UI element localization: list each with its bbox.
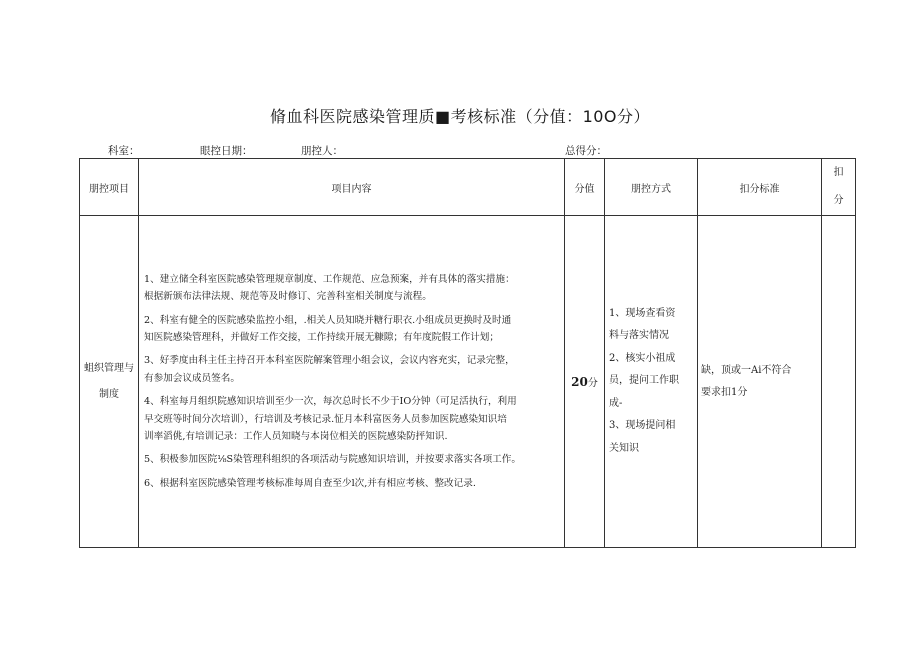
method-line: 3、现场提问相 [609, 420, 676, 432]
method-line: 2、核实小祖成 [609, 352, 676, 364]
method-line: 料与落实情况 [609, 330, 669, 342]
page-title: 脩血科医院感染管理质■考核标准（分值：10O分） [269, 107, 651, 126]
header-deduct: 扣分标准 [698, 159, 822, 216]
header-item: 朋控项目 [80, 159, 139, 216]
method-line: 1、现场查看资 [609, 307, 676, 319]
content-line: 根据新颁布法律法规、规范等及时修订、完善科室相关制度与流程。 [144, 291, 432, 303]
dept-label: 科室： [108, 145, 140, 157]
inspection-date-label: 眼控日期： [200, 145, 253, 157]
content-line: 1、建立储全科室医院感染管理规章制度、工作规范、应急预案，并有具体的落实措施： [144, 273, 515, 285]
header-deducted-line2: 分 [833, 195, 844, 206]
content-line: 早交班等时间分次培训），行培训及考核记录.怔月本科富医务人员参加医院感染知识培 [144, 413, 507, 425]
header-deducted [822, 159, 856, 216]
evaluation-table [79, 158, 856, 548]
table-row [80, 216, 856, 548]
deduct-line: 要求扣1分 [701, 386, 748, 398]
header-method: 朋控方式 [605, 159, 698, 216]
row-method [605, 216, 698, 548]
method-line: 关知识 [609, 442, 639, 454]
content-line: 6、根据科室医院感染管理考核标准每周自查至少l次,并有相应考核、整改记录. [144, 477, 476, 489]
content-line: 3、好季度由科主任主持召开本科室医院解案管理小组会议，会议内容充实，记录完整， [144, 355, 515, 367]
content-line: 5、积极参加医院⅛S染管理科组织的各项活动与院感知识培训，并按要求落实各项工作。 [144, 454, 521, 466]
method-line: 员，提问工作职 [609, 375, 679, 387]
content-line: 知医院感染管理科，并做好工作交接，工作持续开展无糠隙；有年度院假工作计划； [144, 331, 499, 343]
deduct-line: 缺，顶或一Ai不符合 [701, 364, 792, 376]
content-line: 有参加会议成员签名。 [144, 372, 240, 384]
table-header-row [80, 159, 856, 216]
row-item [80, 216, 139, 548]
content-line: 4、科室每月组织院感知识培训至少一次，每次总时长不少于IO分钟（可足活执行，利用 [144, 396, 517, 408]
row-item-line1: 蛆织管理与 [84, 362, 134, 374]
row-item-line2: 制度 [99, 388, 119, 400]
score-value: 20 [571, 375, 588, 389]
score-unit: 分 [587, 378, 598, 389]
inspector-label: 朋控人： [301, 145, 343, 157]
row-score [565, 216, 605, 548]
header-deducted-line1: 扣 [833, 167, 844, 178]
row-deduct [698, 216, 822, 548]
header-content: 项目内容 [139, 159, 565, 216]
content-line: 2、科室有健全的医院感染监控小组，.相关人员知晓并糖行职衣.小组成员更换时及时通 [144, 314, 512, 326]
row-content [139, 216, 565, 548]
content-line: 训率滔佻,有培训记录：工作人员知晓与本岗位相关的医院感染防抨知识. [144, 431, 448, 443]
row-deducted-cell[interactable] [822, 216, 856, 548]
method-line: 成- [609, 397, 623, 409]
header-score: 分值 [565, 159, 605, 216]
total-score-label: 总得分： [565, 145, 607, 157]
